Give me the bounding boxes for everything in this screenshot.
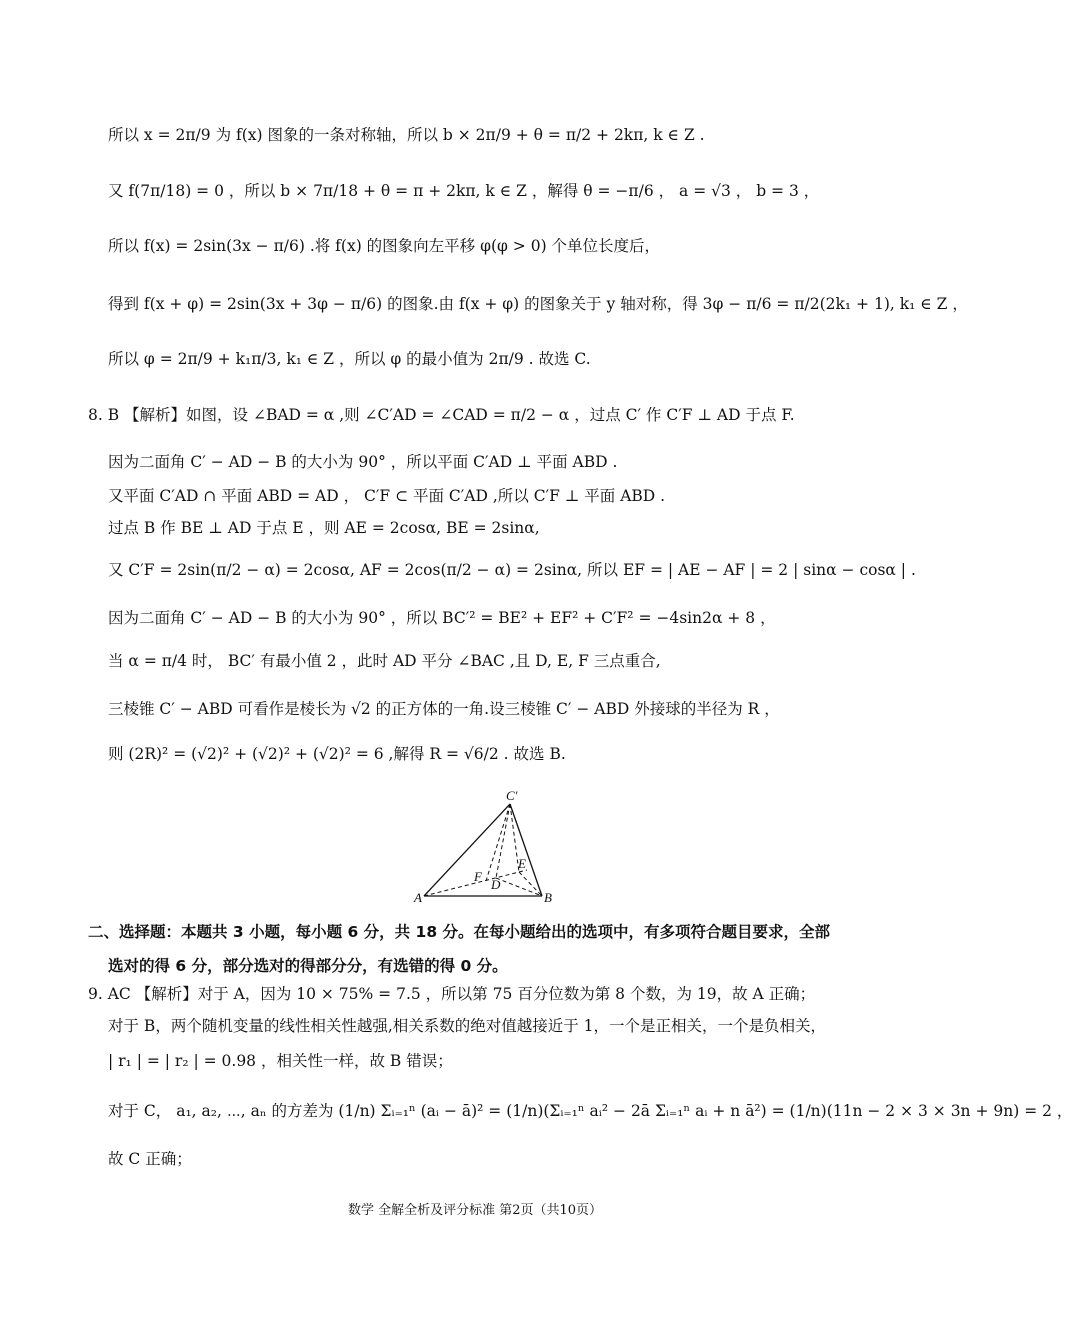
text-line-1: 所以 x = 2π/9 为 f(x) 图象的一条对称轴，所以 b × 2π/9 + θ = π/2 + 2kπ, k ∈ Z . <box>108 126 705 144</box>
label-d: D <box>491 877 501 892</box>
text-line-4: 得到 f(x + φ) = 2sin(3x + 3φ − π/6) 的图象.由 f(x + φ) 的图象关于 y 轴对称，得 3φ − π/6 = π/2(2k₁ + 1), k₁ ∈ Z ， <box>108 295 968 313</box>
q9-line-5: 故 C 正确； <box>108 1150 192 1168</box>
edge-cprime-b <box>510 804 542 896</box>
text-line-5: 所以 φ = 2π/9 + k₁π/3, k₁ ∈ Z ，所以 φ 的最小值为 2π/9 . 故选 C. <box>108 350 591 368</box>
page-footer: 数学 全解全析及评分标准 第2页（共10页） <box>347 1203 603 1218</box>
label-e: E <box>518 856 526 871</box>
label-b: B <box>544 890 552 905</box>
q8-line-9: 则 (2R)² = (√2)² + (√2)² + (√2)² = 6 ,解得 R = √6/2 . 故选 B. <box>108 745 566 763</box>
q8-line-6: 因为二面角 C′ − AD − B 的大小为 90° ，所以 BC′² = BE² + EF² + C′F² = −4sin2α + 8 ， <box>108 609 776 627</box>
q9-line-2: 对于 B，两个随机变量的线性相关性越强,相关系数的绝对值越接近于 1，一个是正相关，一个是负相关， <box>108 1017 827 1035</box>
q8-line-5: 又 C′F = 2sin(π/2 − α) = 2cosα, AF = 2cos(π/2 − α) = 2sinα, 所以 EF = | AE − AF | = 2 | sinα − cosα | . <box>108 561 916 579</box>
q8-heading-line: 8. B 【解析】如图，设 ∠BAD = α ,则 ∠C′AD = ∠CAD = π/2 − α ，过点 C′ 作 C′F ⊥ AD 于点 F. <box>88 406 795 424</box>
label-f: F <box>474 869 482 884</box>
q9-line-3: | r₁ | = | r₂ | = 0.98 ，相关性一样，故 B 错误； <box>108 1052 453 1070</box>
section-2-heading-line-1: 二、选择题：本题共 3 小题，每小题 6 分，共 18 分。在每小题给出的选项中，有多项符合题目要求，全部 <box>88 923 831 941</box>
label-a: A <box>414 890 422 905</box>
q8-line-2: 因为二面角 C′ − AD − B 的大小为 90° ，所以平面 C′AD ⊥ 平面 ABD . <box>108 453 618 471</box>
q8-line-7: 当 α = π/4 时， BC′ 有最小值 2 ，此时 AD 平分 ∠BAC ,且 D, E, F 三点重合, <box>108 652 661 670</box>
edge-d-b <box>496 878 542 896</box>
text-line-2: 又 f(7π/18) = 0 ，所以 b × 7π/18 + θ = π + 2kπ, k ∈ Z ，解得 θ = −π/6 ， a = √3 ， b = 3 ， <box>108 182 820 200</box>
label-c-prime: C′ <box>506 788 518 803</box>
q9-line-4: 对于 C， a₁, a₂, ⋯, aₙ 的方差为 (1/n) Σᵢ₌₁ⁿ (aᵢ − ā)² = (1/n)(Σᵢ₌₁ⁿ aᵢ² − 2ā Σᵢ₌₁ⁿ aᵢ + n ā²) = (1/n)(11n − 2 × 3 × 3n + 9n) = 2 ， <box>108 1102 1072 1120</box>
section-2-heading-line-2: 选对的得 6 分，部分选对的得部分分，有选错的得 0 分。 <box>108 957 508 975</box>
q8-line-8: 三棱锥 C′ − ABD 可看作是棱长为 √2 的正方体的一角.设三棱锥 C′ − ABD 外接球的半径为 R ， <box>108 700 780 718</box>
text-line-3: 所以 f(x) = 2sin(3x − π/6) .将 f(x) 的图象向左平移 φ(φ > 0) 个单位长度后， <box>108 237 661 255</box>
q9-line-1: 9. AC 【解析】对于 A，因为 10 × 75% = 7.5 ，所以第 75 百分位数为第 8 个数，为 19，故 A 正确； <box>88 985 816 1003</box>
q8-line-4: 过点 B 作 BE ⊥ AD 于点 E ，则 AE = 2cosα, BE = 2sinα, <box>108 519 540 537</box>
edge-e-b <box>519 872 542 896</box>
tetrahedron-figure <box>412 786 562 906</box>
q8-line-3: 又平面 C′AD ∩ 平面 ABD = AD ， C′F ⊂ 平面 C′AD ,所以 C′F ⊥ 平面 ABD . <box>108 487 666 505</box>
